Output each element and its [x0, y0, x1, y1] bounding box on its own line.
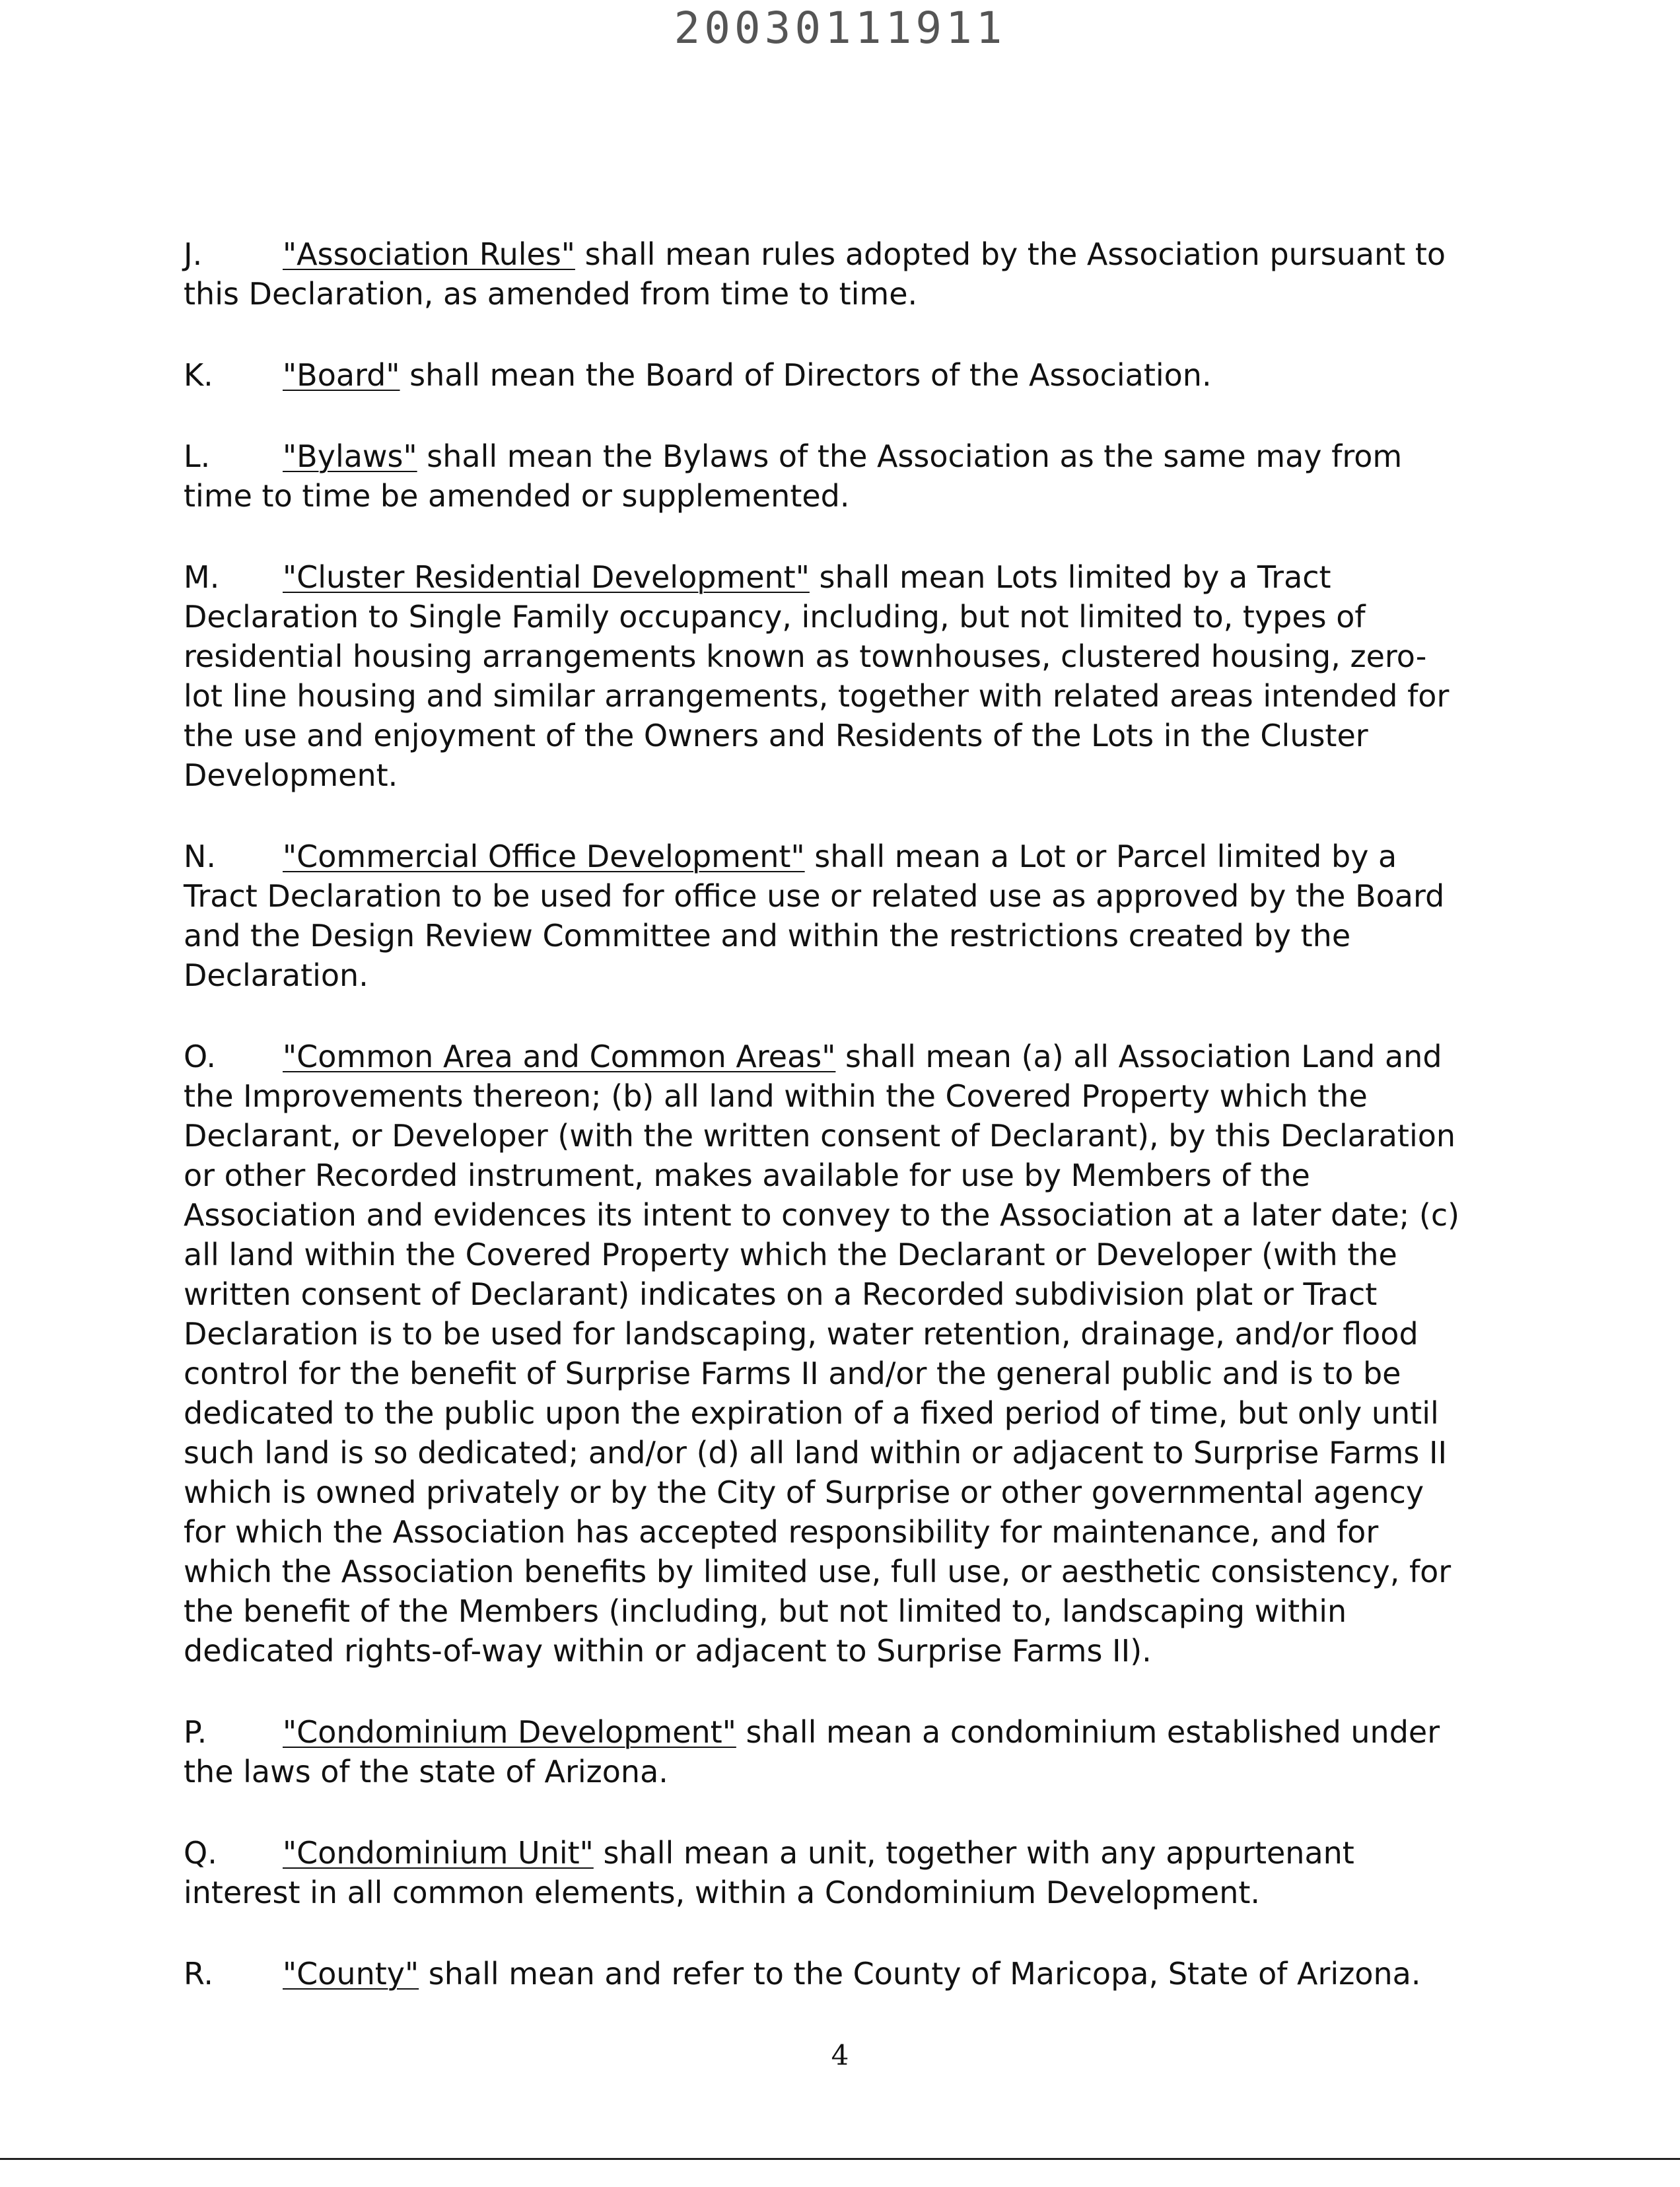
definitions-list: [184, 234, 1465, 2035]
bottom-rule: [0, 2158, 1680, 2160]
defined-term: "Common Area and Common Areas": [283, 1039, 836, 1074]
definition-letter: R.: [184, 1956, 213, 1992]
defined-term: "Commercial Office Development": [283, 839, 805, 874]
definition-text: shall mean Lots limited by a Tract Declaration to Single Family occupancy, including, but not limited to, types of residential housing arrangements known as townhouses, clustered housing, zero-lot line housing and similar arrangements, together with related areas intended for the use and enjoyment of the Owners and Residents of the Lots in the Cluster Development.: [184, 559, 1450, 793]
definition-text: shall mean a Lot or Parcel limited by a Tract Declaration to be used for office use or related use as approved by the Board and the Design Review Committee and within the restrictions created by the Declaration.: [184, 839, 1445, 993]
defined-term: "Board": [283, 357, 400, 393]
definition-association-rules: [184, 234, 1465, 314]
document-number: 20030111911: [674, 3, 1006, 53]
definition-text: shall mean a condominium established under the laws of the state of Arizona.: [184, 1714, 1440, 1789]
definition-letter: K.: [184, 357, 213, 393]
definition-cluster-residential-development: [184, 557, 1465, 795]
definition-letter: P.: [184, 1714, 207, 1750]
defined-term: "Condominium Development": [283, 1714, 736, 1750]
definition-board: [184, 355, 1465, 395]
definition-letter: O.: [184, 1039, 216, 1074]
definition-letter: J.: [184, 236, 203, 272]
definition-common-area: [184, 1037, 1465, 1671]
defined-term: "Association Rules": [283, 236, 575, 272]
definition-text: shall mean the Bylaws of the Association as the same may from time to time be amended or supplemented.: [184, 438, 1403, 514]
defined-term: "Bylaws": [283, 438, 417, 474]
defined-term: "Cluster Residential Development": [283, 559, 810, 595]
definition-condominium-unit: [184, 1833, 1465, 1912]
definition-letter: N.: [184, 839, 217, 874]
definition-letter: M.: [184, 559, 220, 595]
page-number: 4: [831, 2039, 849, 2071]
definition-text: shall mean and refer to the County of Maricopa, State of Arizona.: [419, 1956, 1421, 1992]
definition-text: shall mean rules adopted by the Association pursuant to this Declaration, as amended from time to time.: [184, 236, 1446, 312]
definition-commercial-office-development: [184, 837, 1465, 995]
definition-text: shall mean (a) all Association Land and the Improvements thereon; (b) all land within the Covered Property which the Declarant, or Developer (with the written consent of Declarant), by this Declaration or other Recorded instrument, makes available for use by Members of the Association and evidences its intent to convey to the Association at a later date; (c) all land within the Covered Property which the Declarant or Developer (with the written consent of Declarant) indicates on a Recorded subdivision plat or Tract Declaration is to be used for landscaping, water retention, drainage, and/or flood control for the benefit of Surprise Farms II and/or the general public and is to be dedicated to the public upon the expiration of a fixed period of time, but only until such land is so dedicated; and/or (d) all land within or adjacent to Surprise Farms II which is owned privately or by the City of Surprise or other governmental agency for which the Association has accepted responsibility for maintenance, and for which the Association benefits by limited use, full use, or aesthetic consistency, for the benefit of the Members (including, but not limited to, landscaping within dedicated rights-of-way within or adjacent to Surprise Farms II).: [184, 1039, 1460, 1669]
defined-term: "County": [283, 1956, 419, 1992]
definition-bylaws: [184, 436, 1465, 516]
definition-condominium-development: [184, 1712, 1465, 1791]
defined-term: "Condominium Unit": [283, 1835, 594, 1871]
definition-letter: L.: [184, 438, 211, 474]
definition-text: shall mean the Board of Directors of the Association.: [400, 357, 1212, 393]
definition-text: shall mean a unit, together with any appurtenant interest in all common elements, within a Condominium Development.: [184, 1835, 1354, 1910]
definition-letter: Q.: [184, 1835, 217, 1871]
definition-county: [184, 1954, 1465, 1994]
